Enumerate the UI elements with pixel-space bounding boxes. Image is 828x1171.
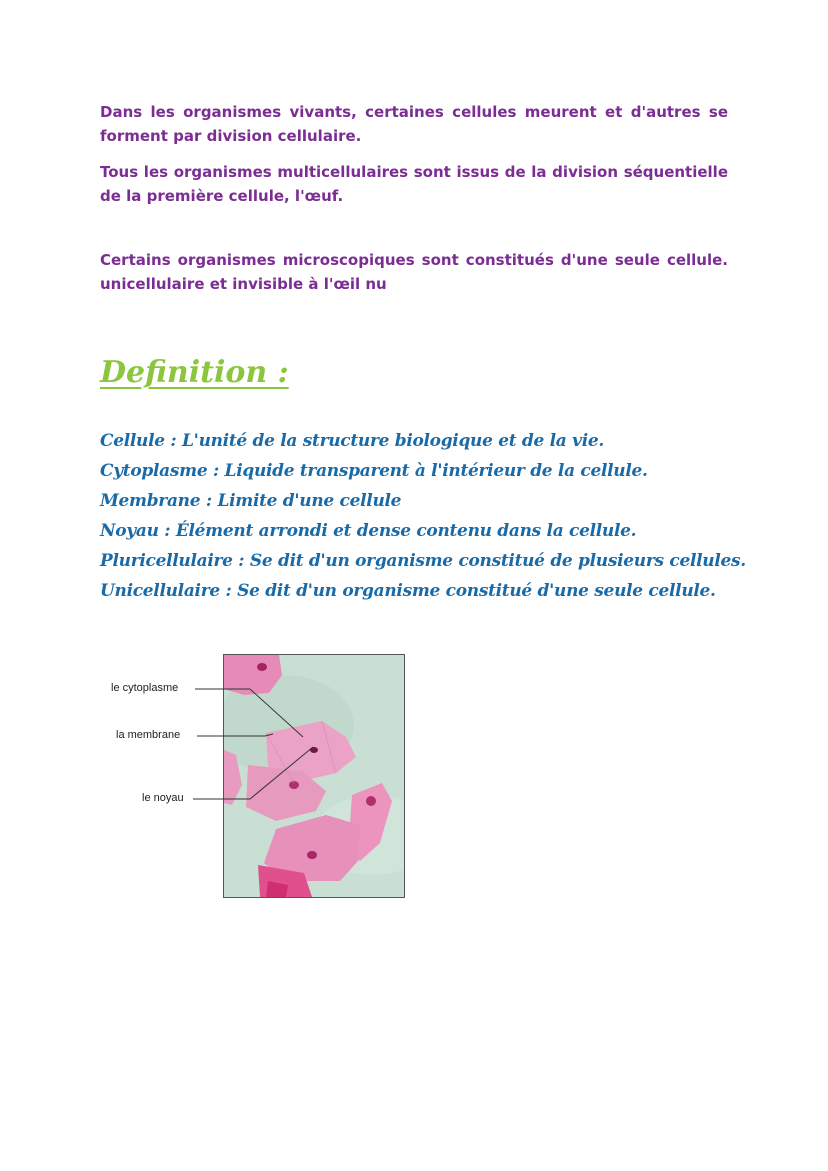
intro-paragraph-2: Tous les organismes multicellulaires sont issus de la division séquentielle de la première cellule, l'œuf. <box>100 163 728 205</box>
definition-heading: Definition : <box>100 355 289 390</box>
label-cytoplasme: le cytoplasme <box>111 682 179 694</box>
label-membrane: la membrane <box>116 729 181 741</box>
intro-paragraph-3: Certains organismes microscopiques sont constitués d'une seule cellule. unicellulaire et invisible à l'œil nu <box>100 251 728 293</box>
intro-paragraph-1: Dans les organismes vivants, certaines cellules meurent et d'autres se forment par division cellulaire. <box>100 103 728 145</box>
definition-noyau: Noyau : Élément arrondi et dense contenu dans la cellule. <box>100 521 637 541</box>
definition-cellule: Cellule : L'unité de la structure biologique et de la vie. <box>100 431 605 451</box>
definition-cytoplasme: Cytoplasme : Liquide transparent à l'intérieur de la cellule. <box>100 461 648 481</box>
cell-micrograph-figure <box>100 652 410 900</box>
label-noyau: le noyau <box>142 792 184 804</box>
definition-unicellulaire: Unicellulaire : Se dit d'un organisme constitué d'une seule cellule. <box>100 581 716 601</box>
definitions-list <box>100 426 760 606</box>
definition-membrane: Membrane : Limite d'une cellule <box>100 491 402 511</box>
definition-pluricellulaire: Pluricellulaire : Se dit d'un organisme constitué de plusieurs cellules. <box>100 551 746 571</box>
